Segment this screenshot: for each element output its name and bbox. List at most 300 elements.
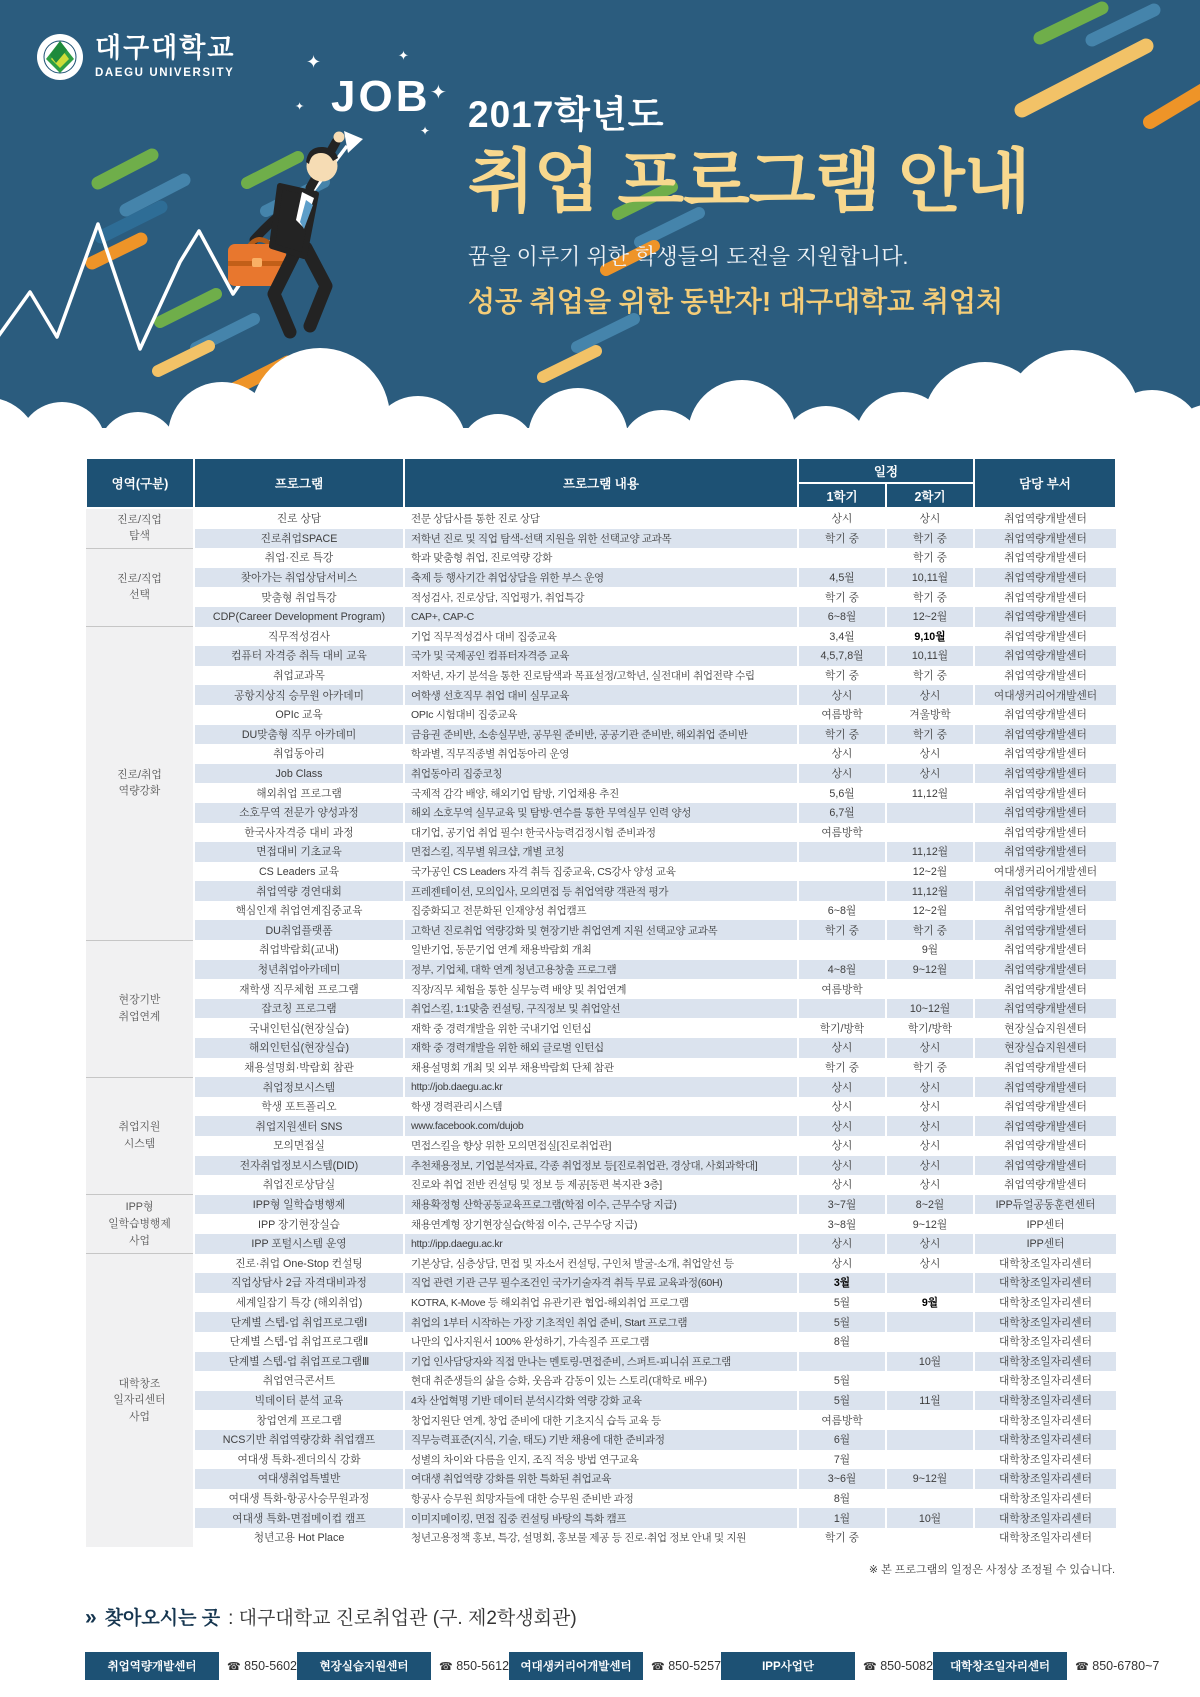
location-line <box>85 1603 1115 1630</box>
sem1-cell <box>798 881 886 901</box>
program-cell: OPIc 교육 <box>194 705 404 725</box>
sem1-cell: 학기 중 <box>798 587 886 607</box>
sem1-cell: 학기 중 <box>798 666 886 686</box>
program-cell: 진로취업SPACE <box>194 529 404 549</box>
sem2-cell: 9~12월 <box>886 960 974 980</box>
sem2-cell <box>886 1332 974 1352</box>
sem2-cell <box>886 1450 974 1470</box>
contact-phone: ☎ 850-5082 <box>863 1659 934 1674</box>
sem1-cell <box>798 1352 886 1372</box>
sem1-cell: 학기 중 <box>798 920 886 940</box>
dept-cell: 현장실습지원센터 <box>974 1038 1116 1058</box>
content-cell: 진로와 취업 전반 컨설팅 및 정보 등 제공[동편 복지관 3층] <box>404 1175 798 1195</box>
sem1-cell: 상시 <box>798 1234 886 1254</box>
university-logo <box>36 33 235 81</box>
contact-badge: 현장실습지원센터 <box>297 1652 431 1680</box>
sem2-cell: 상시 <box>886 1234 974 1254</box>
table-row <box>86 744 1116 764</box>
dept-cell: IPP듀얼공동훈련센터 <box>974 1195 1116 1215</box>
content-cell: 기업 인사담당자와 직접 만나는 멘토링-면접준비, 스퍼트-피니쉬 프로그램 <box>404 1352 798 1372</box>
content-cell: 재학 중 경력개발을 위한 국내기업 인턴십 <box>404 1018 798 1038</box>
sem1-cell: 4,5,7,8월 <box>798 646 886 666</box>
sem2-cell <box>886 823 974 843</box>
sem1-cell: 3~8월 <box>798 1214 886 1234</box>
program-cell: 여대생 특화-항공사승무원과정 <box>194 1489 404 1509</box>
sem2-cell: 학기 중 <box>886 529 974 549</box>
dept-cell: IPP센터 <box>974 1214 1116 1234</box>
program-cell: DU맞춤형 직무 아카데미 <box>194 725 404 745</box>
phone-icon: ☎ <box>439 1661 453 1674</box>
contact-item <box>85 1652 297 1680</box>
sem1-cell: 상시 <box>798 1116 886 1136</box>
sem2-cell: 상시 <box>886 685 974 705</box>
program-cell: 재학생 직무체험 프로그램 <box>194 979 404 999</box>
content-cell: 대기업, 공기업 취업 필수! 한국사능력검정시험 준비과정 <box>404 823 798 843</box>
dept-cell: 취업역량개발센터 <box>974 1116 1116 1136</box>
table-row <box>86 1352 1116 1372</box>
content-cell: http://job.daegu.ac.kr <box>404 1077 798 1097</box>
program-cell: 단계별 스텝-업 취업프로그램Ⅱ <box>194 1332 404 1352</box>
content-cell: 국제적 감각 배양, 해외기업 탐방, 기업채용 추진 <box>404 783 798 803</box>
dept-cell: 여대생커리어개발센터 <box>974 862 1116 882</box>
sem1-cell: 5월 <box>798 1293 886 1313</box>
contact-badge: 대학창조일자리센터 <box>933 1652 1067 1680</box>
dept-cell: 취업역량개발센터 <box>974 1077 1116 1097</box>
content-cell: 적성검사, 진로상담, 직업평가, 취업특강 <box>404 587 798 607</box>
sem2-cell: 상시 <box>886 1116 974 1136</box>
sem1-cell: 8월 <box>798 1489 886 1509</box>
sem2-cell: 학기/방학 <box>886 1018 974 1038</box>
header-dept: 담당 부서 <box>974 458 1116 508</box>
program-cell: CS Leaders 교육 <box>194 862 404 882</box>
dept-cell: 취업역량개발센터 <box>974 529 1116 549</box>
dept-cell: 취업역량개발센터 <box>974 1156 1116 1176</box>
sem2-cell: 11월 <box>886 1391 974 1411</box>
sem1-cell: 6월 <box>798 1430 886 1450</box>
phone-icon: ☎ <box>227 1661 241 1674</box>
sparkle-icon: ✦ <box>306 52 322 72</box>
program-cell: 창업연계 프로그램 <box>194 1410 404 1430</box>
program-cell: 청년고용 Hot Place <box>194 1528 404 1548</box>
content-cell: 면접스킬을 향상 위한 모의면접실[진로취업관] <box>404 1136 798 1156</box>
area-group-label: 진로/취업 역량강화 <box>86 627 194 941</box>
dept-cell: 취업역량개발센터 <box>974 1058 1116 1078</box>
sem2-cell: 학기 중 <box>886 920 974 940</box>
header-sem2: 2학기 <box>886 483 974 508</box>
sem2-cell: 9월 <box>886 1293 974 1313</box>
content-cell: 취업의 1부터 시작하는 가장 기초적인 취업 준비, Start 프로그램 <box>404 1312 798 1332</box>
sem1-cell <box>798 862 886 882</box>
program-cell: 단계별 스텝-업 취업프로그램Ⅲ <box>194 1352 404 1372</box>
program-cell: 취업동아리 <box>194 744 404 764</box>
table-row <box>86 803 1116 823</box>
content-cell: 채용설명회 개최 및 외부 채용박람회 단체 참관 <box>404 1058 798 1078</box>
program-cell: 진로 상담 <box>194 508 404 529</box>
dept-cell: 대학창조일자리센터 <box>974 1410 1116 1430</box>
dept-cell: 취업역량개발센터 <box>974 568 1116 588</box>
sem2-cell <box>886 1410 974 1430</box>
table-row <box>86 940 1116 960</box>
table-row <box>86 1097 1116 1117</box>
content-cell: 4차 산업혁명 기반 데이터 분석시각화 역량 강화 교육 <box>404 1391 798 1411</box>
sem2-cell <box>886 803 974 823</box>
content-cell: 추천채용정보, 기업분석자료, 각종 취업정보 등[진로취업관, 경상대, 사회과학대] <box>404 1156 798 1176</box>
table-row <box>86 1273 1116 1293</box>
program-cell: 전자취업정보시스템(DID) <box>194 1156 404 1176</box>
sem2-cell: 상시 <box>886 1097 974 1117</box>
university-name <box>95 35 235 79</box>
program-cell: 맞춤형 취업특강 <box>194 587 404 607</box>
dept-cell: 대학창조일자리센터 <box>974 1489 1116 1509</box>
sem2-cell: 상시 <box>886 1077 974 1097</box>
job-badge: JOB <box>331 72 431 121</box>
program-cell: 한국사자격증 대비 과정 <box>194 823 404 843</box>
sem2-cell: 11,12월 <box>886 842 974 862</box>
table-row <box>86 1156 1116 1176</box>
content-cell: 직장/직무 체험을 통한 실무능력 배양 및 취업연계 <box>404 979 798 999</box>
sem1-cell: 5월 <box>798 1371 886 1391</box>
content-cell: 청년고용정책 홍보, 특강, 설명회, 홍보물 제공 등 진로·취업 정보 안내 및 지원 <box>404 1528 798 1548</box>
content-cell: 저학년, 자기 분석을 통한 진로탐색과 목표설정/고학년, 실전대비 취업전략 수립 <box>404 666 798 686</box>
dept-cell: IPP센터 <box>974 1234 1116 1254</box>
sem1-cell: 상시 <box>798 1254 886 1274</box>
university-name-en: DAEGU UNIVERSITY <box>95 67 235 79</box>
content-cell: 학과 맞춤형 취업, 진로역량 강화 <box>404 548 798 568</box>
year-label: 2017학년도 <box>468 94 665 135</box>
table-row <box>86 1018 1116 1038</box>
content-cell: 저학년 진로 및 직업 탐색-선택 지원을 위한 선택교양 교과목 <box>404 529 798 549</box>
table-row <box>86 999 1116 1019</box>
table-row <box>86 646 1116 666</box>
sem2-cell <box>886 1273 974 1293</box>
content-cell: 전문 상담사를 통한 진로 상담 <box>404 508 798 529</box>
dept-cell: 대학창조일자리센터 <box>974 1391 1116 1411</box>
university-name-kr: 대구대학교 <box>95 33 236 63</box>
dept-cell: 취업역량개발센터 <box>974 587 1116 607</box>
table-row <box>86 1293 1116 1313</box>
dept-cell: 취업역량개발센터 <box>974 1136 1116 1156</box>
table-row <box>86 627 1116 647</box>
sem1-cell: 5월 <box>798 1312 886 1332</box>
content-cell: 창업지원단 연계, 창업 준비에 대한 기초지식 습득 교육 등 <box>404 1410 798 1430</box>
table-row <box>86 862 1116 882</box>
content-cell: 직업 관련 기관 근무 필수조건인 국가기술자격 취득 무료 교육과정(60H) <box>404 1273 798 1293</box>
sem1-cell <box>798 940 886 960</box>
program-cell: 직업상담사 2급 자격대비과정 <box>194 1273 404 1293</box>
program-cell: 단계별 스텝-업 취업프로그램Ⅰ <box>194 1312 404 1332</box>
content-cell: 국가공인 CS Leaders 자격 취득 집중교육, CS강사 양성 교육 <box>404 862 798 882</box>
sem1-cell: 학기 중 <box>798 725 886 745</box>
table-row <box>86 568 1116 588</box>
table-row <box>86 960 1116 980</box>
contact-badge: 취업역량개발센터 <box>85 1652 219 1680</box>
program-cell: 소호무역 전문가 양성과정 <box>194 803 404 823</box>
sem1-cell: 6,7월 <box>798 803 886 823</box>
content-cell: 이미지메이킹, 면접 집중 컨설팅 바탕의 특화 캠프 <box>404 1508 798 1528</box>
sem2-cell <box>886 1528 974 1548</box>
sem1-cell: 3,4월 <box>798 627 886 647</box>
dept-cell: 취업역량개발센터 <box>974 607 1116 627</box>
dept-cell: 취업역량개발센터 <box>974 508 1116 529</box>
dept-cell: 대학창조일자리센터 <box>974 1371 1116 1391</box>
sparkle-icon: ✦ <box>420 124 431 138</box>
dept-cell: 대학창조일자리센터 <box>974 1254 1116 1274</box>
sem2-cell: 학기 중 <box>886 587 974 607</box>
program-cell: 면접대비 기초교육 <box>194 842 404 862</box>
program-cell: 여대생 특화-젠더의식 강화 <box>194 1450 404 1470</box>
contact-badge: 여대생커리어개발센터 <box>509 1652 643 1680</box>
program-cell: Job Class <box>194 764 404 784</box>
dept-cell: 취업역량개발센터 <box>974 627 1116 647</box>
table-row <box>86 587 1116 607</box>
table-row <box>86 685 1116 705</box>
content-cell: 학생 경력관리시스템 <box>404 1097 798 1117</box>
content-cell: 현대 취준생들의 삶을 승화, 웃음과 감동이 있는 스토리(대학로 배우) <box>404 1371 798 1391</box>
sem1-cell: 상시 <box>798 1097 886 1117</box>
table-row <box>86 920 1116 940</box>
content-cell: 나만의 입사지원서 100% 완성하기, 가속질주 프로그램 <box>404 1332 798 1352</box>
table-row <box>86 548 1116 568</box>
sem1-cell: 학기/방학 <box>798 1018 886 1038</box>
program-cell: CDP(Career Development Program) <box>194 607 404 627</box>
content-cell: 여학생 선호직무 취업 대비 실무교육 <box>404 685 798 705</box>
table-row <box>86 1136 1116 1156</box>
program-cell: 여대생취업특별반 <box>194 1469 404 1489</box>
phone-icon: ☎ <box>863 1661 877 1674</box>
sem2-cell: 12~2월 <box>886 607 974 627</box>
sem2-cell: 10월 <box>886 1352 974 1372</box>
table-row <box>86 901 1116 921</box>
sem1-cell <box>798 548 886 568</box>
content-cell: 취업스킬, 1:1맞춤 컨설팅, 구직정보 및 취업알선 <box>404 999 798 1019</box>
sem2-cell: 상시 <box>886 1156 974 1176</box>
contact-phone: ☎ 850-5612 <box>439 1659 510 1674</box>
table-row <box>86 1430 1116 1450</box>
header-schedule: 일정 <box>798 458 974 483</box>
dept-cell: 취업역량개발센터 <box>974 960 1116 980</box>
hero-text <box>468 84 1030 320</box>
content-cell: 집중화되고 전문화된 인재양성 취업캠프 <box>404 901 798 921</box>
program-cell: 여대생 특화-면접메이컵 캠프 <box>194 1508 404 1528</box>
program-cell: IPP형 일학습병행제 <box>194 1195 404 1215</box>
program-cell: 채용설명회·박람회 참관 <box>194 1058 404 1078</box>
sem2-cell: 11,12월 <box>886 783 974 803</box>
table-body <box>86 508 1116 1547</box>
dept-cell: 취업역량개발센터 <box>974 1097 1116 1117</box>
phone-icon: ☎ <box>651 1661 665 1674</box>
content-cell: 항공사 승무원 희망자들에 대한 승무원 준비반 과정 <box>404 1489 798 1509</box>
table-row <box>86 1489 1116 1509</box>
sem1-cell: 학기 중 <box>798 529 886 549</box>
sem1-cell: 상시 <box>798 508 886 529</box>
content-cell: 재학 중 경력개발을 위한 해외 글로벌 인턴십 <box>404 1038 798 1058</box>
dept-cell: 취업역량개발센터 <box>974 548 1116 568</box>
dept-cell: 대학창조일자리센터 <box>974 1332 1116 1352</box>
content-cell: 채용연계형 장기현장실습(학점 이수, 근무수당 지급) <box>404 1214 798 1234</box>
header-content: 프로그램 내용 <box>404 458 798 508</box>
content-cell: 취업동아리 집중코칭 <box>404 764 798 784</box>
program-cell: 진로·취업 One-Stop 컨설팅 <box>194 1254 404 1274</box>
program-cell: 해외취업 프로그램 <box>194 783 404 803</box>
contact-badge: IPP사업단 <box>721 1652 855 1680</box>
content-cell: 여대생 취업역량 강화를 위한 특화된 취업교육 <box>404 1469 798 1489</box>
sem1-cell: 상시 <box>798 744 886 764</box>
content-cell: 기본상담, 심층상담, 면접 및 자소서 컨설팅, 구인처 발굴-소개, 취업알선 등 <box>404 1254 798 1274</box>
dept-cell: 취업역량개발센터 <box>974 744 1116 764</box>
table-row <box>86 529 1116 549</box>
sem1-cell: 여름방학 <box>798 1410 886 1430</box>
sem1-cell: 6~8월 <box>798 607 886 627</box>
contact-item <box>933 1652 1159 1680</box>
sem1-cell: 1월 <box>798 1508 886 1528</box>
table-row <box>86 1469 1116 1489</box>
contact-list <box>85 1652 1160 1680</box>
program-cell: 취업박람회(교내) <box>194 940 404 960</box>
table-row <box>86 1528 1116 1548</box>
table-row <box>86 1058 1116 1078</box>
program-cell: IPP 장기현장실습 <box>194 1214 404 1234</box>
sem2-cell: 12~2월 <box>886 901 974 921</box>
sparkle-icon: ✦ <box>398 48 409 63</box>
sem2-cell: 10~12월 <box>886 999 974 1019</box>
program-cell: 공항지상직 승무원 아카데미 <box>194 685 404 705</box>
content-cell: 금융권 준비반, 소송실무반, 공무원 준비반, 공공기관 준비반, 해외취업 준비반 <box>404 725 798 745</box>
location-label: 찾아오시는 곳 <box>104 1608 221 1630</box>
dept-cell: 대학창조일자리센터 <box>974 1293 1116 1313</box>
table-row <box>86 764 1116 784</box>
sem1-cell: 3~7월 <box>798 1195 886 1215</box>
table-row <box>86 1332 1116 1352</box>
dept-cell: 취업역량개발센터 <box>974 823 1116 843</box>
university-emblem-icon <box>36 33 84 81</box>
program-cell: 학생 포트폴리오 <box>194 1097 404 1117</box>
contact-item <box>509 1652 721 1680</box>
table-row <box>86 1116 1116 1136</box>
table-row <box>86 725 1116 745</box>
program-cell: 취업연극콘서트 <box>194 1371 404 1391</box>
sem1-cell: 5월 <box>798 1391 886 1411</box>
table-row <box>86 881 1116 901</box>
sem2-cell: 상시 <box>886 764 974 784</box>
dept-cell: 취업역량개발센터 <box>974 999 1116 1019</box>
table-row <box>86 607 1116 627</box>
area-group-label: 취업지원 시스템 <box>86 1077 194 1195</box>
program-cell: 취업교과목 <box>194 666 404 686</box>
content-cell: 직무능력표준(지식, 기술, 태도) 기반 채용에 대한 준비과정 <box>404 1430 798 1450</box>
sem2-cell <box>886 1312 974 1332</box>
poster-title: 취업 프로그램 안내 <box>468 143 1030 220</box>
phone-icon: ☎ <box>1075 1661 1089 1674</box>
table-row <box>86 1450 1116 1470</box>
contact-phone: ☎ 850-5602 <box>227 1659 298 1674</box>
content-cell: 프레젠테이션, 모의입사, 모의면접 등 취업역량 객관적 평가 <box>404 881 798 901</box>
hero <box>0 0 1200 455</box>
content-cell: 축제 등 행사기간 취업상담을 위한 부스 운영 <box>404 568 798 588</box>
sem2-cell: 학기 중 <box>886 1058 974 1078</box>
program-cell: 청년취업아카데미 <box>194 960 404 980</box>
sem2-cell <box>886 1489 974 1509</box>
sem1-cell: 5,6월 <box>798 783 886 803</box>
sem2-cell: 상시 <box>886 744 974 764</box>
table-row <box>86 823 1116 843</box>
sem1-cell: 상시 <box>798 1038 886 1058</box>
table-row <box>86 1391 1116 1411</box>
program-cell: 모의면접실 <box>194 1136 404 1156</box>
dept-cell: 대학창조일자리센터 <box>974 1430 1116 1450</box>
header-sem1: 1학기 <box>798 483 886 508</box>
sem1-cell <box>798 999 886 1019</box>
table-row <box>86 1195 1116 1215</box>
sem2-cell: 12~2월 <box>886 862 974 882</box>
sem2-cell: 상시 <box>886 1175 974 1195</box>
contact-item <box>721 1652 933 1680</box>
table-row <box>86 1038 1116 1058</box>
dept-cell: 취업역량개발센터 <box>974 803 1116 823</box>
table-row <box>86 1312 1116 1332</box>
sem2-cell: 9,10월 <box>886 627 974 647</box>
sem2-cell: 9~12월 <box>886 1469 974 1489</box>
program-cell: 취업역량 경연대회 <box>194 881 404 901</box>
dept-cell: 현장실습지원센터 <box>974 1018 1116 1038</box>
sem1-cell <box>798 842 886 862</box>
dept-cell: 취업역량개발센터 <box>974 920 1116 940</box>
program-cell: 직무적성검사 <box>194 627 404 647</box>
sem2-cell: 11,12월 <box>886 881 974 901</box>
table-row <box>86 979 1116 999</box>
sem2-cell: 10월 <box>886 1508 974 1528</box>
chevrons-icon: » <box>85 1606 97 1630</box>
content-cell: 채용확정형 산학공동교육프로그램(학점 이수, 근무수당 지급) <box>404 1195 798 1215</box>
header-program: 프로그램 <box>194 458 404 508</box>
area-group-label: 진로/직업 선택 <box>86 548 194 626</box>
content-cell: 정부, 기업체, 대학 연계 청년고용창출 프로그램 <box>404 960 798 980</box>
schedule-note: ※ 본 프로그램의 일정은 사정상 조정될 수 있습니다. <box>868 1564 1115 1577</box>
sem2-cell: 10,11월 <box>886 568 974 588</box>
dept-cell: 대학창조일자리센터 <box>974 1508 1116 1528</box>
program-table-section <box>85 457 1115 1577</box>
table-row <box>86 666 1116 686</box>
dept-cell: 대학창조일자리센터 <box>974 1469 1116 1489</box>
content-cell: 면접스킬, 직무별 워크샵, 개별 코칭 <box>404 842 798 862</box>
sem2-cell: 상시 <box>886 1254 974 1274</box>
sem2-cell: 학기 중 <box>886 725 974 745</box>
content-cell: 고학년 진로취업 역량강화 및 현장기반 취업연계 지원 선택교양 교과목 <box>404 920 798 940</box>
sem1-cell: 상시 <box>798 1156 886 1176</box>
sem1-cell: 8월 <box>798 1332 886 1352</box>
poster-subtitle: 꿈을 이루기 위한 학생들의 도전을 지원합니다. <box>468 244 909 270</box>
table-row <box>86 705 1116 725</box>
dept-cell: 취업역량개발센터 <box>974 940 1116 960</box>
table-row <box>86 1410 1116 1430</box>
program-cell: 국내인턴십(현장실습) <box>194 1018 404 1038</box>
sem1-cell: 4,5월 <box>798 568 886 588</box>
contact-phone: ☎ 850-6780~7 <box>1075 1659 1160 1674</box>
program-cell: 취업정보시스템 <box>194 1077 404 1097</box>
sem2-cell <box>886 979 974 999</box>
sem1-cell: 상시 <box>798 685 886 705</box>
content-cell: 기업 직무적성검사 대비 집중교육 <box>404 627 798 647</box>
program-cell: 취업지원센터 SNS <box>194 1116 404 1136</box>
area-group-label: 현장기반 취업연계 <box>86 940 194 1077</box>
sem1-cell: 6~8월 <box>798 901 886 921</box>
sem2-cell: 9~12월 <box>886 1214 974 1234</box>
dept-cell: 여대생커리어개발센터 <box>974 685 1116 705</box>
table-row <box>86 1254 1116 1274</box>
table-row <box>86 842 1116 862</box>
content-cell: 국가 및 국제공인 컴퓨터자격증 교육 <box>404 646 798 666</box>
content-cell: CAP+, CAP-C <box>404 607 798 627</box>
sem1-cell: 상시 <box>798 764 886 784</box>
